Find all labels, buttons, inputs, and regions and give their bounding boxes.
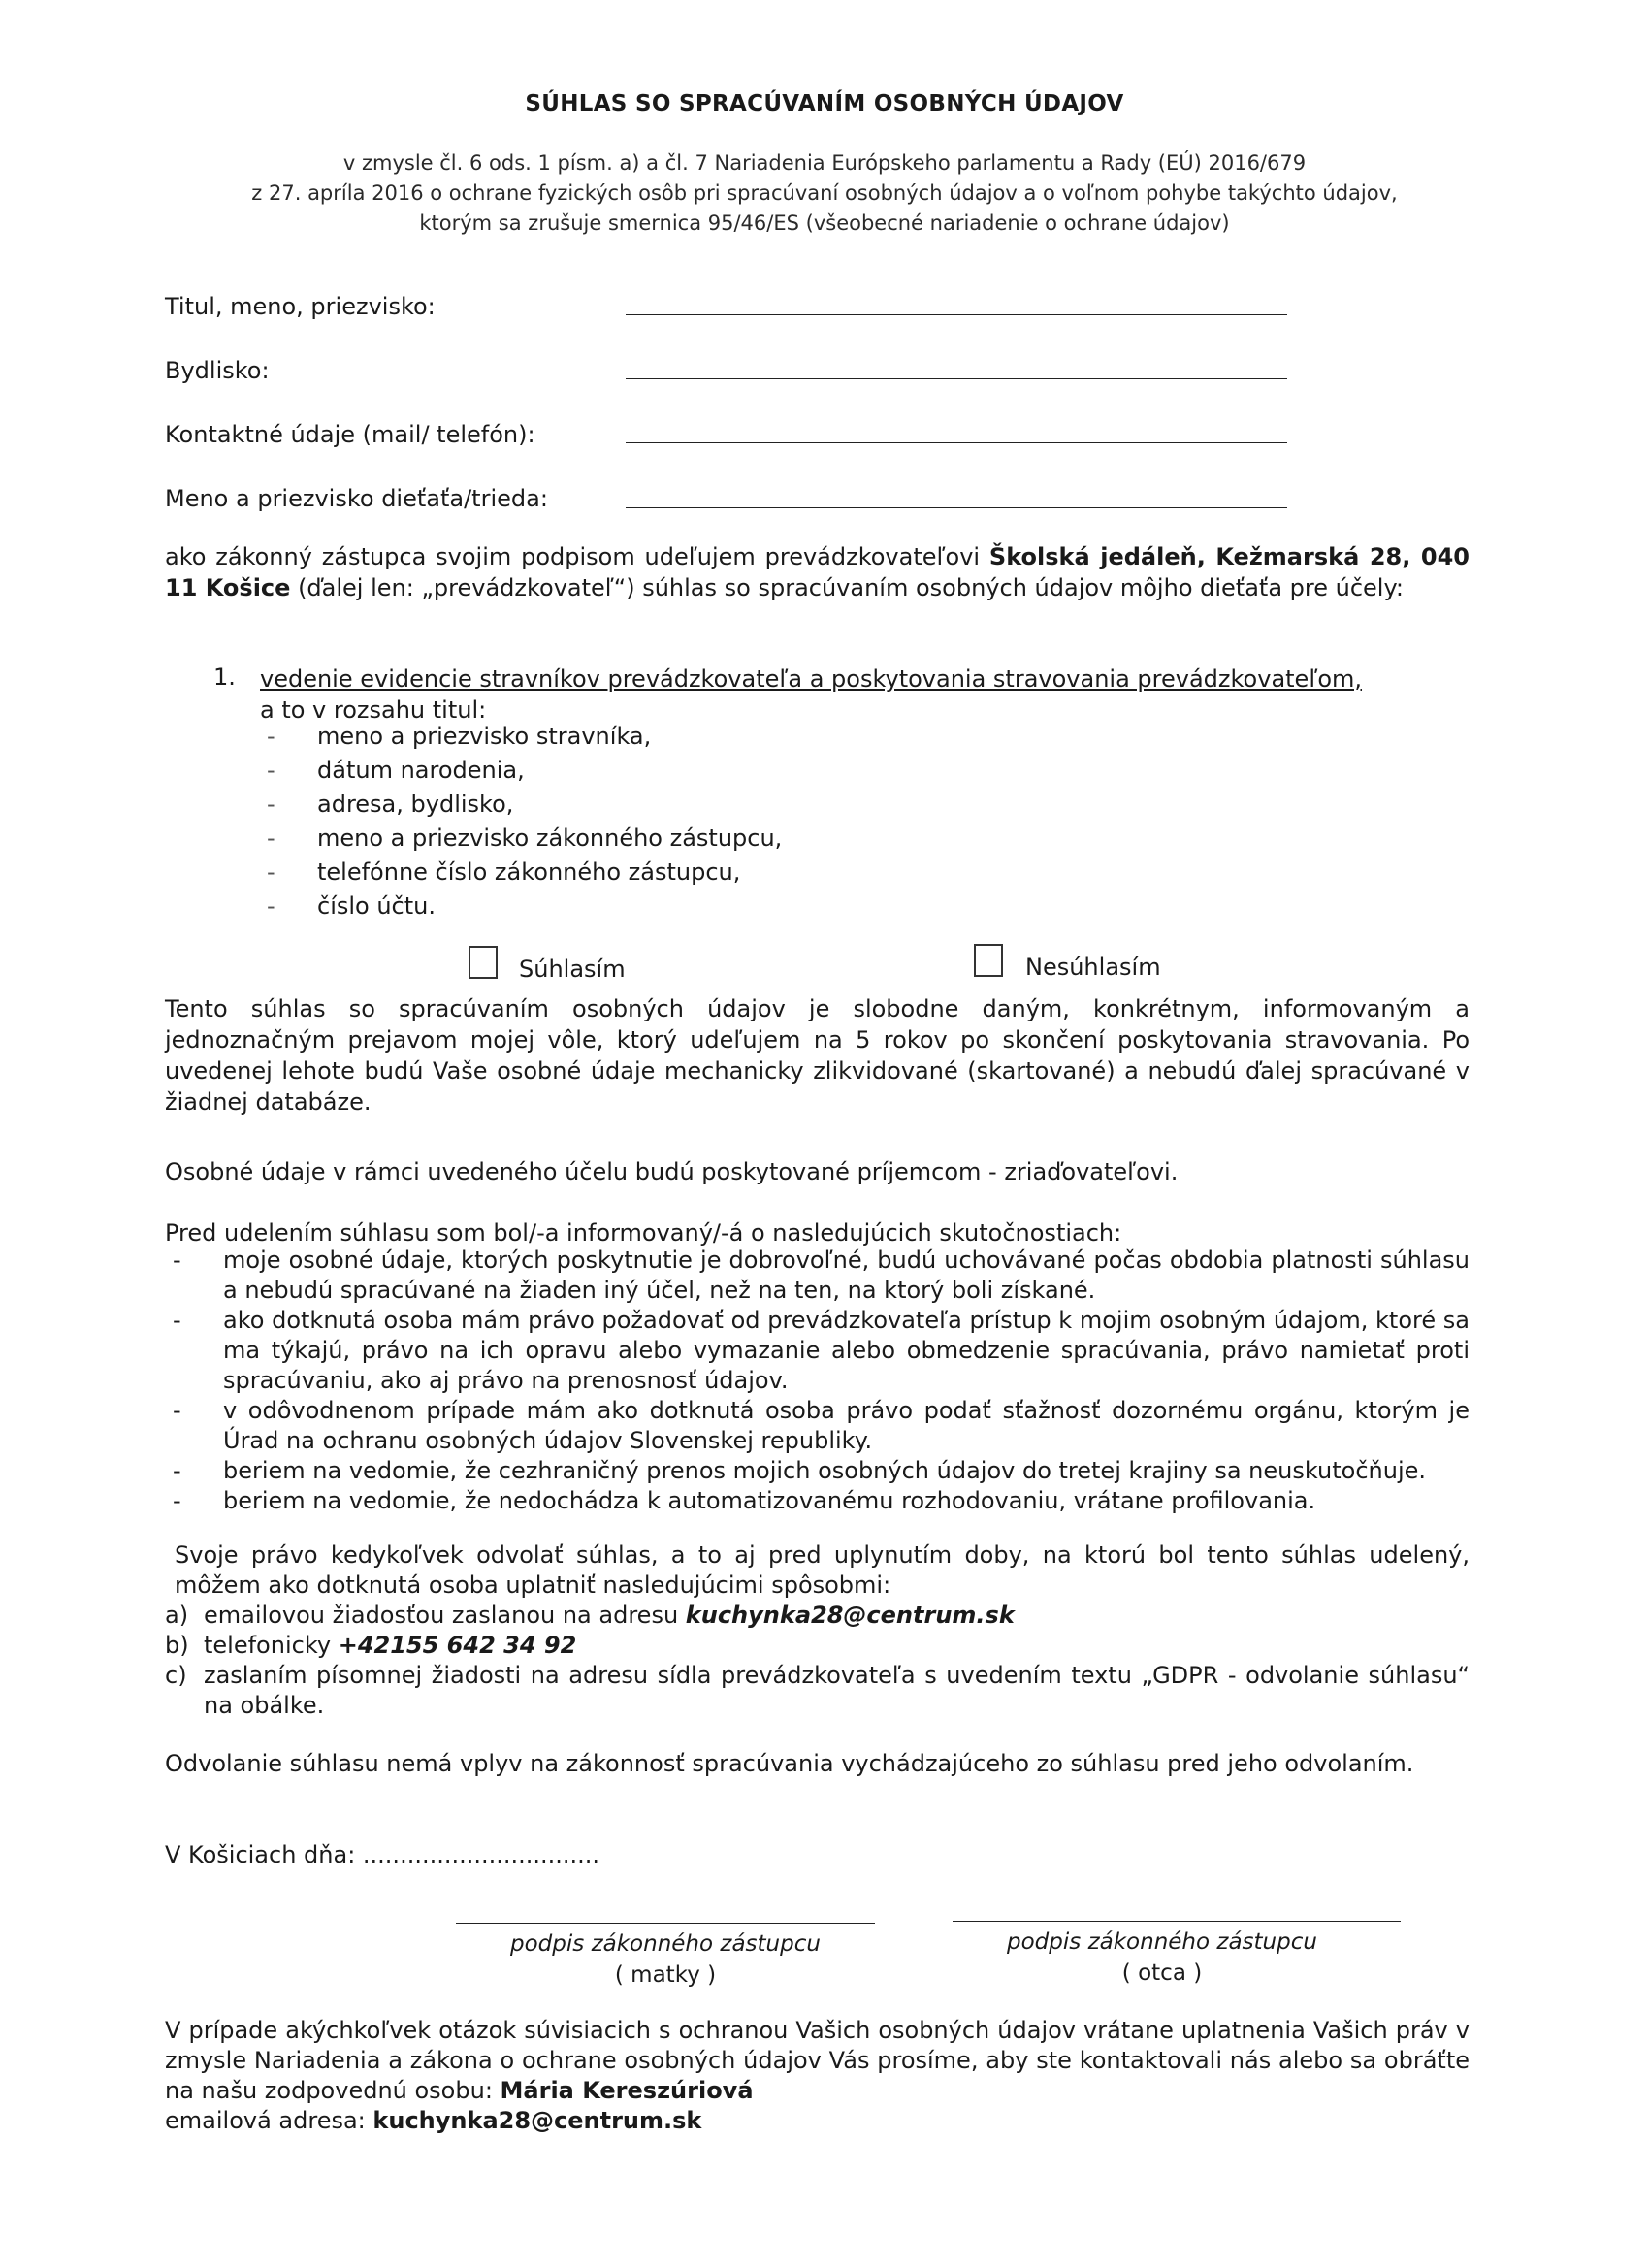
purpose-title: vedenie evidencie stravníkov prevádzkovateľa a poskytovania stravovania prevádzkovateľom, [260, 665, 1363, 693]
list-item-text: telefónne číslo zákonného zástupcu, [317, 859, 741, 886]
list-item [267, 822, 782, 856]
list-marker: b) [165, 1632, 189, 1659]
contact-paragraph [165, 2016, 1470, 2136]
list-item [267, 754, 782, 788]
lawfulness-paragraph: Odvolanie súhlasu nemá vplyv na zákonnosť spracúvania vychádzajúceho zo súhlasu pred jeho odvolaním. [165, 1750, 1414, 1777]
document-title: SÚHLAS SO SPRACÚVANÍM OSOBNÝCH ÚDAJOV [525, 91, 1124, 116]
purpose-scope: a to v rozsahu titul: [260, 697, 487, 724]
list-item [267, 788, 782, 822]
bullet-dash: - [173, 1247, 181, 1274]
list-item-text: emailovou žiadosťou zaslanou na adresu [204, 1602, 686, 1629]
list-item [165, 1306, 1470, 1396]
intro-text-2: (ďalej len: „prevádzkovateľ“) súhlas so spracúvaním osobných údajov môjho dieťaťa pre účely: [290, 574, 1405, 601]
list-item-text: adresa, bydlisko, [317, 791, 514, 818]
list-item [165, 1601, 1470, 1631]
list-item-text: v odôvodnenom prípade mám ako dotknutá osoba právo podať sťažnosť dozornému orgánu, ktorým je Úrad na ochranu osobných údajov Slovenskej republiky. [223, 1397, 1470, 1454]
list-item [165, 1246, 1470, 1306]
name-field-label: Titul, meno, priezvisko: [165, 293, 436, 320]
list-item [267, 856, 782, 890]
disagree-label: Nesúhlasím [1025, 954, 1161, 981]
informed-heading: Pred udelením súhlasu som bol/-a informovaný/-á o nasledujúcich skutočnostiach: [165, 1219, 1122, 1247]
list-item [165, 1456, 1470, 1486]
list-item-text: číslo účtu. [317, 892, 436, 920]
father-signature-line[interactable] [953, 1921, 1401, 1922]
list-item [165, 1486, 1470, 1516]
father-signature-sub: ( otca ) [1121, 1960, 1203, 1986]
legal-basis-subtitle [175, 148, 1474, 239]
withdraw-phone: +42155 642 34 92 [338, 1632, 577, 1659]
list-item [165, 1661, 1470, 1721]
list-item [267, 720, 782, 754]
intro-paragraph [165, 541, 1470, 603]
list-item-text: meno a priezvisko stravníka, [317, 723, 652, 750]
contact-field-label: Kontaktné údaje (mail/ telefón): [165, 421, 535, 448]
bullet-dash: - [267, 825, 275, 852]
responsible-person: Mária Kereszúriová [500, 2077, 754, 2104]
place-date-field[interactable]: V Košiciach dňa: ................................ [165, 1841, 600, 1868]
bullet-dash: - [173, 1307, 181, 1334]
bullet-dash: - [267, 723, 275, 750]
subtitle-line-3: ktorým sa zrušuje smernica 95/46/ES (všeobecné nariadenie o ochrane údajov) [419, 211, 1230, 235]
child-field-label: Meno a priezvisko dieťaťa/trieda: [165, 485, 548, 512]
disagree-checkbox[interactable] [974, 944, 1003, 977]
purpose-items-list [267, 720, 782, 923]
name-field-line[interactable] [626, 314, 1287, 315]
contact-email-link[interactable]: kuchynka28@centrum.sk [372, 2107, 702, 2134]
purpose-number: 1. [213, 664, 236, 691]
child-field-line[interactable] [626, 507, 1287, 508]
agree-label: Súhlasím [519, 956, 626, 983]
intro-text-1: ako zákonný zástupca svojim podpisom udeľujem prevádzkovateľovi [165, 543, 989, 570]
subtitle-line-1: v zmysle čl. 6 ods. 1 písm. a) a čl. 7 Nariadenia Európskeho parlamentu a Rady (EÚ) 2016/679 [342, 151, 1307, 175]
bullet-dash: - [267, 859, 275, 886]
list-item-text: meno a priezvisko zákonného zástupcu, [317, 825, 783, 852]
agree-checkbox[interactable] [469, 946, 498, 979]
address-field-label: Bydlisko: [165, 357, 270, 384]
list-item-text: zaslaním písomnej žiadosti na adresu sídla prevádzkovateľa s uvedením textu „GDPR - odvolanie súhlasu“ na obálke. [204, 1662, 1470, 1719]
list-item [165, 1396, 1470, 1456]
list-item-text: moje osobné údaje, ktorých poskytnutie je dobrovoľné, budú uchovávané počas obdobia platnosti súhlasu a nebudú spracúvané na žiaden iný účel, než na ten, na ktorý boli získané. [223, 1247, 1470, 1304]
subtitle-line-2: z 27. apríla 2016 o ochrane fyzických osôb pri spracúvaní osobných údajov a o voľnom pohybe takýchto údajov, [251, 181, 1398, 205]
list-item-text: beriem na vedomie, že nedochádza k automatizovanému rozhodovaniu, vrátane profilovania. [223, 1487, 1316, 1514]
operator-name: Školská jedáleň, Kežmarská 28, 040 11 Košice [165, 543, 1471, 601]
list-item [165, 1631, 1470, 1661]
list-item-text: beriem na vedomie, že cezhraničný prenos mojich osobných údajov do tretej krajiny sa neuskutočňuje. [223, 1457, 1427, 1484]
father-signature-caption: podpis zákonného zástupcu [1007, 1929, 1317, 1955]
list-marker: a) [165, 1602, 189, 1629]
bullet-dash: - [267, 791, 275, 818]
purpose-block [260, 664, 1470, 726]
mother-signature-line[interactable] [456, 1923, 875, 1924]
mother-signature-sub: ( matky ) [614, 1962, 717, 1988]
list-item-text: dátum narodenia, [317, 757, 525, 784]
contact-text: V prípade akýchkoľvek otázok súvisiacich s ochranou Vašich osobných údajov vrátane uplatnenia Vašich práv v zmysle Nariadenia a zákona o ochrane osobných údajov Vás prosíme, aby ste kontaktovali nás alebo sa obráťte na našu zodpovednú osobu: [165, 2017, 1470, 2104]
list-item-text: telefonicky [204, 1632, 339, 1659]
recipient-paragraph: Osobné údaje v rámci uvedeného účelu budú poskytované príjemcom - zriaďovateľovi. [165, 1158, 1179, 1185]
mother-signature-caption: podpis zákonného zástupcu [510, 1931, 821, 1957]
informed-list [165, 1246, 1470, 1516]
withdraw-intro: Svoje právo kedykoľvek odvolať súhlas, a to aj pred uplynutím doby, na ktorú bol tento súhlas udelený, môžem ako dotknutá osoba uplatniť nasledujúcimi spôsobmi: [175, 1541, 1470, 1599]
withdraw-methods-list [165, 1601, 1470, 1721]
withdraw-email-link[interactable]: kuchynka28@centrum.sk [685, 1602, 1015, 1629]
bullet-dash: - [267, 757, 275, 784]
list-marker: c) [165, 1662, 187, 1689]
validity-paragraph: Tento súhlas so spracúvaním osobných údajov je slobodne daným, konkrétnym, informovaným a jednoznačným prejavom mojej vôle, ktorý udeľujem na 5 rokov po skončení poskytovania stravovania. Po uvedenej lehote budú Vaše osobné údaje mechanicky zlikvidované (skartované) a nebudú ďalej spracúvané v žiadnej databáze. [165, 995, 1470, 1116]
contact-field-line[interactable] [626, 442, 1287, 443]
list-item-text: ako dotknutá osoba mám právo požadovať od prevádzkovateľa prístup k mojim osobným údajom, ktoré sa ma týkajú, právo na ich opravu alebo vymazanie alebo obmedzenie spracúvania, právo namietať proti spracúvaniu, ako aj právo na prenosnosť údajov. [223, 1307, 1470, 1394]
list-item [267, 890, 782, 923]
contact-email-label: emailová adresa: [165, 2107, 373, 2134]
bullet-dash: - [173, 1487, 181, 1514]
address-field-line[interactable] [626, 378, 1287, 379]
bullet-dash: - [173, 1457, 181, 1484]
bullet-dash: - [267, 892, 275, 920]
bullet-dash: - [173, 1397, 181, 1424]
